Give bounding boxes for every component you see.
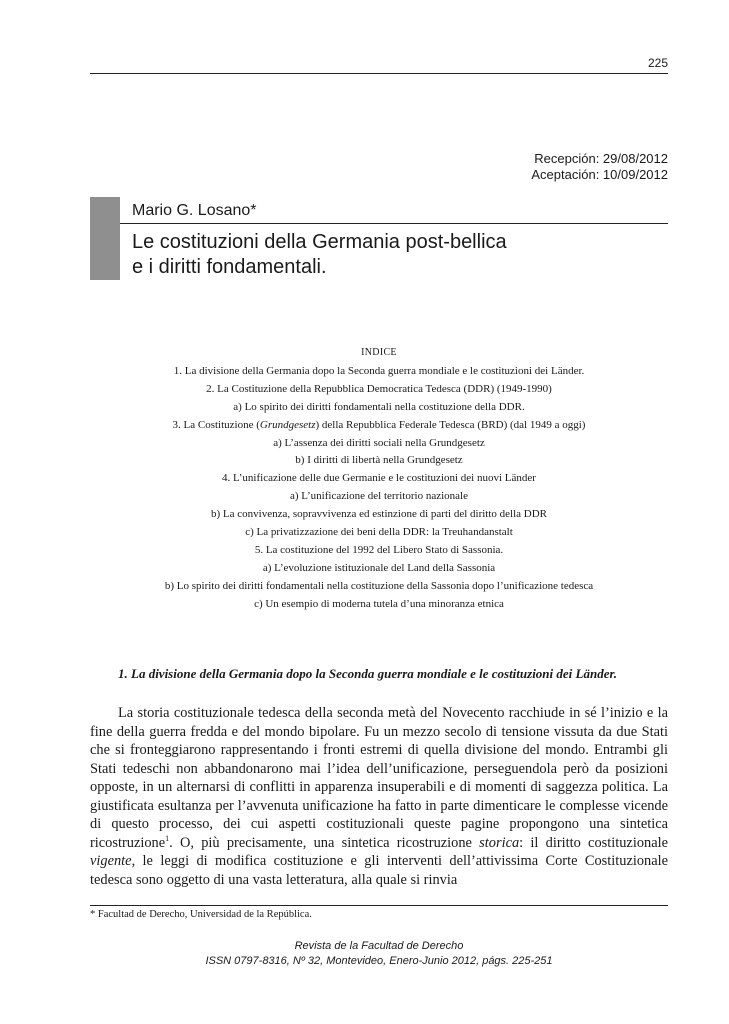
- submission-dates: [531, 151, 668, 183]
- index-item: 3. La Costituzione (Grundgesetz) della Repubblica Federale Tedesca (BRD) (dal 1949 a oggi): [172, 418, 586, 431]
- index-item: b) Lo spirito dei diritti fondamentali nella costituzione della Sassonia dopo l’unificazione tedesca: [164, 579, 594, 592]
- title-accent-bar: [90, 197, 120, 280]
- title-rule: [120, 223, 668, 224]
- index-item: 1. La divisione della Germania dopo la Seconda guerra mondiale e le costituzioni dei Länder.: [173, 364, 585, 377]
- index-item: 4. L’unificazione delle due Germanie e le costituzioni dei nuovi Länder: [222, 472, 536, 485]
- index-item: b) I diritti di libertà nella Grundgesetz: [295, 454, 463, 467]
- reception-date: Recepción: 29/08/2012: [534, 151, 668, 166]
- index-item: a) L’unificazione del territorio nazionale: [290, 490, 468, 503]
- page-number: 225: [647, 56, 668, 70]
- journal-name: Revista de la Facultad de Derecho: [294, 940, 464, 952]
- footnote-rule: [90, 905, 668, 906]
- index-item: a) L’assenza dei diritti sociali nella Grundgesetz: [273, 436, 485, 449]
- section-heading: 1. La divisione della Germania dopo la Seconda guerra mondiale e le costituzioni dei Länder.: [118, 666, 618, 681]
- table-of-contents: [90, 344, 668, 614]
- journal-issue: ISSN 0797-8316, Nº 32, Montevideo, Enero-Junio 2012, págs. 225-251: [205, 955, 553, 967]
- index-item: a) Lo spirito dei diritti fondamentali nella costituzione della DDR.: [233, 400, 525, 413]
- footnote: * Facultad de Derecho, Universidad de la República.: [90, 909, 312, 920]
- footnote-ref: 1: [165, 833, 170, 843]
- body-paragraph: La storia costituzionale tedesca della seconda metà del Novecento racchiude in sé l’inizio e la fine della guerra fredda e del mondo bipolare. Fu un mezzo secolo di tensione vissuta da due Stati che si fronteggiarono rappresentando i fronti estremi di quella divisione del mondo. Entrambi gli Stati tedeschi non abbandonarono mai l’idea dell’unificazione, perseguendola però da posizioni opposte, in un alternarsi di conflitti in apparenza insuperabili e di momenti di saggezza politica. La giustificata esultanza per l’avvenuta unificazione ha fatto in parte dimenticare le complesse vicende di questo processo, dei cui aspetti costituzionali queste pagine propongono una sintetica ricostruzione$^1$. O, più precisamente, una sintetica ricostruzione storica: il diritto costituzionale vigente, le leggi di modifica costituzione e gli interventi dell’attivissima Corte Costituzionale tedesca sono oggetto di una vasta letteratura, alla quale si rinvia: [90, 705, 668, 888]
- index-heading: INDICE: [361, 347, 397, 358]
- index-item: b) La convivenza, sopravvivenza ed estinzione di parti del diritto della DDR: [211, 508, 547, 521]
- index-item: c) La privatizzazione dei beni della DDR: la Treuhandanstalt: [245, 526, 513, 539]
- index-item: c) Un esempio di moderna tutela d’una minoranza etnica: [254, 597, 504, 610]
- title-line-2: e i diritti fondamentali.: [132, 256, 327, 278]
- index-item: 2. La Costituzione della Repubblica Democratica Tedesca (DDR) (1949-1990): [206, 382, 552, 395]
- article-title: [132, 230, 652, 280]
- title-line-1: Le costituzioni della Germania post-bellica: [132, 231, 507, 253]
- author-name: Mario G. Losano*: [132, 202, 257, 219]
- header-rule: [90, 73, 668, 74]
- index-item: a) L’evoluzione istituzionale del Land della Sassonia: [262, 561, 496, 574]
- journal-info: [90, 939, 668, 969]
- index-item: 5. La costituzione del 1992 del Libero Stato di Sassonia.: [254, 543, 504, 556]
- acceptance-date: Aceptación: 10/09/2012: [531, 167, 668, 182]
